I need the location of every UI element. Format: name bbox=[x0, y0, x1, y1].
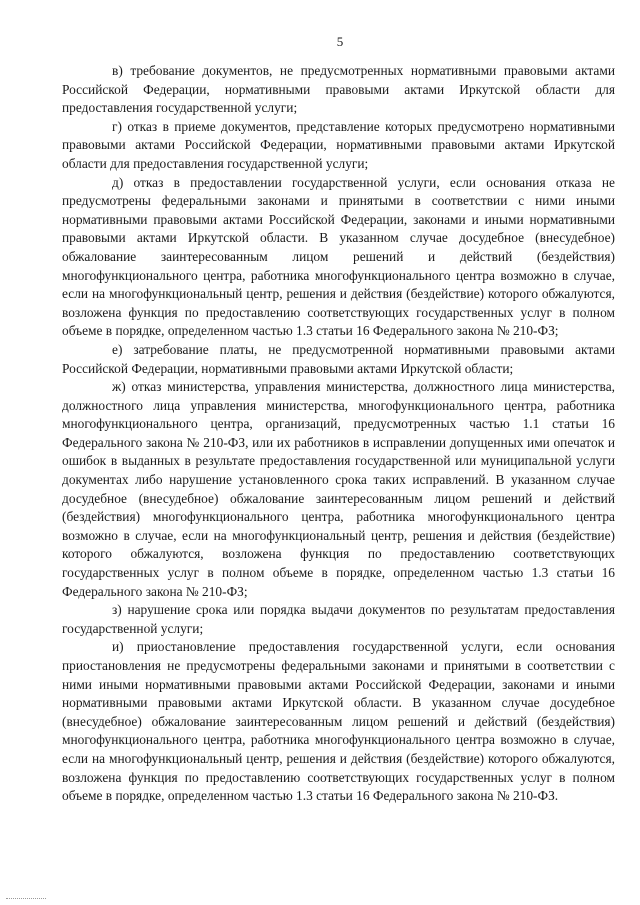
paragraph-zh: ж) отказ министерства, управления министерства, должностного лица министерства, должностного лица управления министерства, многофункционального центра, работника многофункционального центра, организаций, предусмотренных частью 1.1 статьи 16 Федерального закона № 210-ФЗ, или их работников в исправлении допущенных ими опечаток и ошибок в выданных в результате предоставления государственной или муниципальной услуги документах либо нарушение установленного срока таких исправлений. В указанном случае досудебное (внесудебное) обжалование заинтересованным лицом решений и действий (бездействия) многофункционального центра, работника многофункционального центра возможно в случае, если на многофункциональный центр, решения и действия (бездействие) которого обжалуются, возложена функция по предоставлению соответствующих государственных услуг в полном объеме в порядке, определенном частью 1.3 статьи 16 Федерального закона № 210-ФЗ; bbox=[62, 379, 615, 599]
paragraph-z: з) нарушение срока или порядка выдачи документов по результатам предоставления государственной услуги; bbox=[62, 602, 615, 636]
paragraph-g: г) отказ в приеме документов, представление которых предусмотрено нормативными правовыми актами Российской Федерации, нормативными правовыми актами Иркутской области для предоставления государственной услуги; bbox=[62, 118, 615, 171]
paragraph-d: д) отказ в предоставлении государственной услуги, если основания отказа не предусмотрены федеральными законами и принятыми в соответствии с ними иными нормативными правовыми актами Российской Федерации, законами и иными нормативными правовыми актами Иркутской области. В указанном случае досудебное (внесудебное) обжалование заинтересованным лицом решений и действий (бездействия) многофункционального центра, работника многофункционального центра возможно в случае, если на многофункциональный центр, решения и действия (бездействие) которого обжалуются, возложена функция по предоставлению соответствующих государственных услуг в полном объеме в порядке, определенном частью 1.3 статьи 16 Федерального закона № 210-ФЗ; bbox=[62, 174, 615, 339]
page-number: 5 bbox=[336, 34, 344, 49]
document-body bbox=[62, 62, 615, 806]
paragraph-e: е) затребование платы, не предусмотренной нормативными правовыми актами Российской Федерации, нормативными правовыми актами Иркутской области; bbox=[62, 341, 615, 376]
paragraph-v: в) требование документов, не предусмотренных нормативными правовыми актами Российской Федерации, нормативными правовыми актами Иркутской области для предоставления государственной услуги; bbox=[62, 63, 615, 116]
paragraph-i: и) приостановление предоставления государственной услуги, если основания приостановления не предусмотрены федеральными законами и принятыми в соответствии с ними иными нормативными правовыми актами Российской Федерации, законами и иными нормативными правовыми актами Иркутской области. В указанном случае досудебное (внесудебное) обжалование заинтересованным лицом решений и действий (бездействия) многофункционального центра, работника многофункционального центра возможно в случае, если на многофункциональный центр, решения и действия (бездействие) которого обжалуются, возложена функция по предоставлению соответствующих государственных услуг в полном объеме в порядке, определенном частью 1.3 статьи 16 Федерального закона № 210-ФЗ. bbox=[62, 639, 615, 804]
footer-mark bbox=[6, 898, 46, 900]
